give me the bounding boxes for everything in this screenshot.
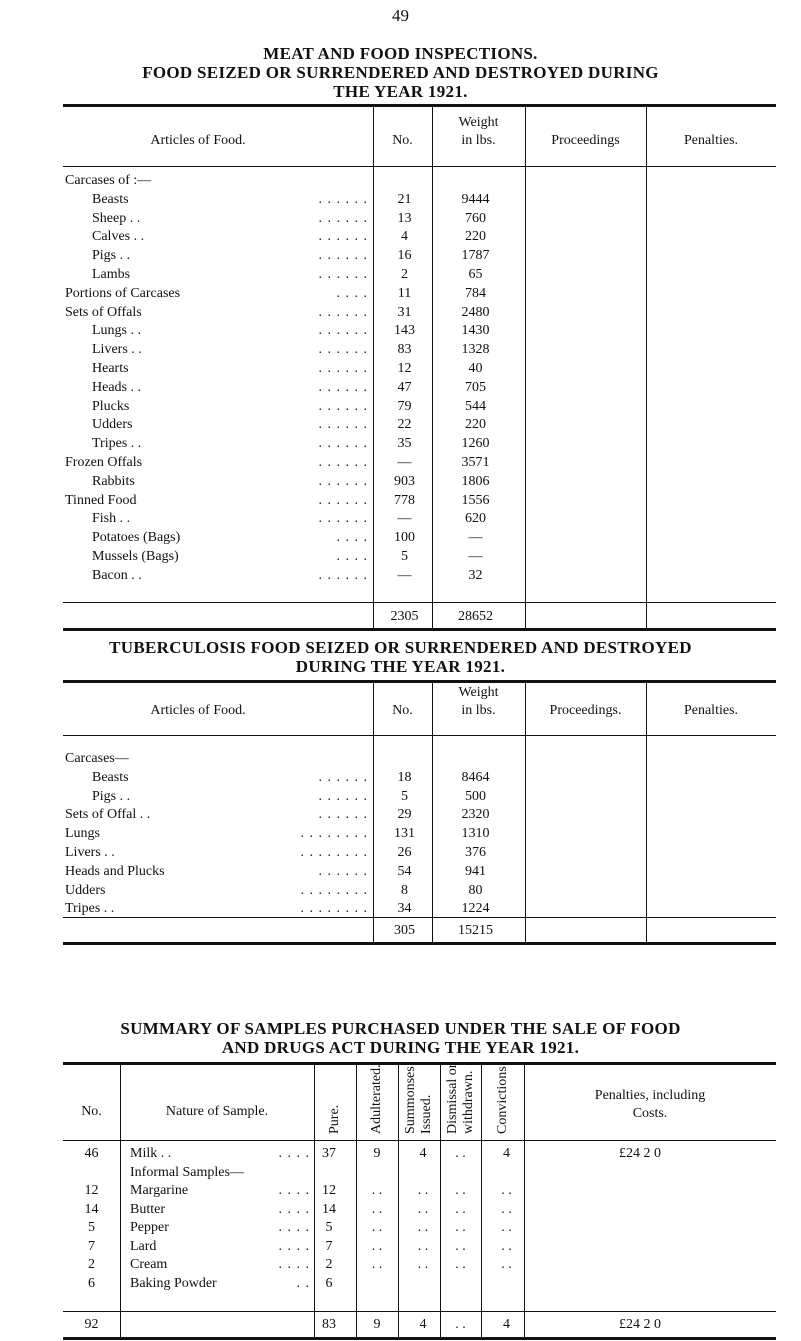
table3-row-convictions: . .: [501, 1201, 512, 1217]
table1-row-leader: . . . . . .: [318, 229, 368, 245]
table3-row-leader: . .: [296, 1275, 310, 1291]
table3-column-divider: [481, 1062, 482, 1337]
table1-row-label: Lungs . .: [92, 323, 141, 339]
table1-row-label: Rabbits: [92, 473, 135, 489]
table3-row-leader: . . . .: [278, 1146, 310, 1161]
section2-title-line2: DURING THE YEAR 1921.: [295, 657, 506, 676]
table2-row-no: 131: [394, 826, 415, 842]
table2-row-weight: 8464: [461, 769, 490, 785]
section1-title-line3: THE YEAR 1921.: [333, 82, 468, 101]
table3-total-pure: 83: [322, 1317, 336, 1332]
table1-row-weight: 1556: [461, 492, 490, 508]
section1-title-line2: FOOD SEIZED OR SURRENDERED AND DESTROYED DURING: [142, 63, 659, 82]
table1-total-no: 2305: [390, 608, 419, 624]
table3-row-dismissal: . .: [455, 1238, 466, 1254]
table1-row-no: 35: [397, 436, 412, 452]
table1-row-leader: . . . . . .: [318, 210, 368, 226]
table2-row-weight: 80: [468, 882, 483, 898]
table1-row-weight: 220: [465, 417, 486, 433]
table1-header-weight-unit: in lbs.: [461, 133, 496, 148]
table1-row-leader: . . . . . .: [318, 267, 368, 282]
table3-header-dismissal: withdrawn.: [460, 1070, 476, 1134]
table1-row-label: Beasts: [92, 191, 129, 207]
table1-column-divider: [525, 104, 526, 628]
table2-total-rule: [63, 917, 776, 918]
table3-row-leader: . . . .: [278, 1201, 310, 1217]
table1-row-weight: 1328: [461, 342, 490, 358]
table1-row-label: Lambs: [92, 267, 131, 282]
table3-row-summonses: . .: [417, 1201, 429, 1217]
table2-top-rule: [63, 680, 776, 683]
table3-total-penalties: £24 2 0: [619, 1317, 661, 1332]
table3-row-adulterated: . .: [371, 1183, 383, 1198]
table3-row-nature: Butter: [130, 1201, 165, 1217]
table3-row-nature: Cream: [130, 1257, 168, 1272]
table2-header-weight-unit: in lbs.: [461, 703, 496, 718]
table1-row-label: Portions of Carcases: [65, 285, 181, 301]
table1-row-label: Calves . .: [92, 229, 145, 245]
table2-row-no: 26: [397, 845, 412, 860]
table1-row-label: Tripes . .: [92, 436, 142, 452]
table1-row-leader: . . . . . .: [318, 398, 368, 414]
table3-row-no: 7: [88, 1238, 95, 1254]
table2-row-label: Tripes . .: [65, 901, 115, 917]
table2-row-label: Lungs: [65, 826, 100, 842]
table2-header-proceedings: Proceedings.: [549, 703, 622, 718]
table3-row-leader: . . . .: [278, 1220, 310, 1235]
table1-row-no: —: [397, 455, 412, 470]
table1-row-no: 83: [397, 342, 412, 358]
table3-row-leader: . . . .: [278, 1257, 310, 1272]
section3-title-line2: AND DRUGS ACT DURING THE YEAR 1921.: [221, 1038, 580, 1057]
table1-row-leader: . . . .: [336, 285, 368, 301]
table1-row-leader: . . . . . .: [318, 417, 368, 433]
table2-header-penalties: Penalties.: [683, 703, 739, 718]
table1-row-no: 31: [397, 304, 412, 320]
table3-row-summonses: . .: [417, 1183, 429, 1198]
table1-row-weight: 40: [468, 361, 483, 376]
table1-row-leader: . . . . . .: [318, 455, 368, 470]
table1-row-no: 12: [397, 361, 412, 376]
table2-column-divider: [525, 680, 526, 942]
table2-row-no: 34: [397, 901, 412, 917]
table1-row-weight: 1806: [461, 473, 490, 489]
table1-row-leader: . . . .: [336, 530, 368, 546]
table2-bottom-rule: [63, 942, 776, 945]
table3-header-rule: [63, 1140, 776, 1141]
table2-group-label: Carcases—: [65, 751, 129, 766]
table3-row-nature: Margarine: [130, 1183, 189, 1198]
table3-row-nature: Pepper: [130, 1220, 169, 1235]
section1-title-line1: MEAT AND FOOD INSPECTIONS.: [263, 44, 538, 63]
table1-header-weight: Weight: [458, 115, 499, 130]
table3-row-leader: . . . .: [278, 1183, 310, 1198]
table1-header-proceedings: Proceedings: [551, 133, 620, 148]
table1-row-label: Livers . .: [92, 342, 142, 358]
table1-total-weight: 28652: [458, 608, 493, 624]
table3-row-no: 6: [88, 1275, 95, 1291]
table1-row-no: 5: [401, 549, 408, 564]
table3-header-adulterated: Adulterated.: [369, 1064, 384, 1134]
table3-header-summonses: Summonses: [403, 1066, 418, 1134]
table2-row-leader: . . . . . . . .: [300, 845, 368, 860]
table2-row-label: Beasts: [92, 769, 129, 785]
table3-header-pure: Pure.: [327, 1104, 342, 1134]
table3-row-adulterated: . .: [371, 1201, 383, 1217]
table3-row-no: 2: [88, 1257, 95, 1272]
table2-row-label: Heads and Plucks: [65, 863, 165, 879]
table2-row-leader: . . . . . .: [318, 807, 368, 823]
table2-total-no: 305: [394, 923, 415, 939]
table1-row-no: —: [397, 511, 412, 527]
table3-row-pure: 14: [322, 1201, 336, 1217]
table1-row-no: 903: [394, 473, 415, 489]
table1-row-weight: 2480: [461, 304, 490, 320]
table1-top-rule: [63, 104, 776, 107]
table3-row-penalties: £24 2 0: [619, 1146, 661, 1161]
table3-row-nature: Baking Powder: [130, 1275, 217, 1291]
table1-row-weight: 9444: [461, 191, 490, 207]
table3-row-summonses: 4: [419, 1146, 427, 1161]
table1-row-no: 16: [397, 248, 412, 264]
table1-row-no: 13: [397, 210, 412, 226]
table1-row-no: 143: [394, 323, 415, 339]
table1-group-label: Carcases of :—: [65, 173, 152, 188]
table1-row-weight: —: [468, 549, 483, 564]
table1-row-no: 4: [401, 229, 408, 245]
table3-row-pure: 6: [325, 1275, 333, 1291]
table1-row-weight: 620: [465, 511, 486, 527]
table1-row-label: Sheep . .: [92, 210, 141, 226]
table1-row-leader: . . . .: [336, 549, 368, 564]
table1-row-label: Plucks: [92, 398, 130, 414]
table3-column-divider: [440, 1062, 441, 1337]
table3-row-adulterated: . .: [371, 1238, 383, 1254]
table3-row-no: 12: [84, 1183, 99, 1198]
table3-row-adulterated: 9: [373, 1146, 381, 1161]
table3-row-nature: Informal Samples—: [130, 1164, 244, 1180]
table3-header-dismissal: Dismissal or: [444, 1063, 460, 1134]
table1-bottom-rule: [63, 628, 776, 631]
table1-row-label: Hearts: [92, 361, 129, 376]
table1-row-weight: —: [468, 530, 483, 546]
table2-header-rule: [63, 735, 776, 736]
section1-title: [0, 44, 801, 101]
table1-row-label: Pigs . .: [92, 248, 131, 264]
table3-bottom-rule: [63, 1337, 776, 1340]
table2-row-leader: . . . . . .: [318, 769, 368, 785]
table3-row-nature: Lard: [130, 1238, 157, 1254]
table1-row-label: Udders: [92, 417, 133, 433]
section3-title-line1: SUMMARY OF SAMPLES PURCHASED UNDER THE SALE OF FOOD: [120, 1019, 681, 1038]
table1-row-no: 79: [397, 398, 412, 414]
table3-row-convictions: . .: [501, 1257, 512, 1272]
table2-row-no: 5: [401, 788, 408, 804]
table1-row-no: 11: [397, 285, 412, 301]
table3-column-divider: [356, 1062, 357, 1337]
table2-row-no: 54: [397, 863, 412, 879]
table3-row-convictions: . .: [501, 1183, 512, 1198]
table3-header-summonses: Issued.: [419, 1094, 434, 1134]
table1-row-no: 21: [397, 191, 412, 207]
table3-header-penalties-costs: Costs.: [632, 1106, 668, 1121]
table1-row-leader: . . . . . .: [318, 473, 368, 489]
section2-title-line1: TUBERCULOSIS FOOD SEIZED OR SURRENDERED AND DESTROYED: [109, 638, 692, 657]
table2-row-leader: . . . . . .: [318, 788, 368, 804]
table2-row-no: 29: [397, 807, 412, 823]
table2-header-weight: Weight: [458, 685, 499, 700]
table2-row-leader: . . . . . . . .: [300, 901, 368, 917]
table2-header-articles: Articles of Food.: [150, 703, 246, 718]
table2-row-leader: . . . . . .: [318, 863, 368, 879]
table1-row-no: 47: [397, 379, 412, 395]
table2-row-label: Livers . .: [65, 845, 115, 860]
table1-row-weight: 1787: [461, 248, 490, 264]
table3-row-pure: 5: [325, 1220, 333, 1235]
table1-column-divider: [646, 104, 647, 628]
table3-total-no: 92: [84, 1317, 99, 1332]
table1-row-label: Fish . .: [92, 511, 131, 527]
table1-row-weight: 1430: [461, 323, 490, 339]
table1-row-weight: 65: [468, 267, 483, 282]
table1-row-leader: . . . . . .: [318, 436, 368, 452]
table3-row-adulterated: . .: [371, 1220, 383, 1235]
table1-row-leader: . . . . . .: [318, 511, 368, 527]
table1-header-rule: [63, 166, 776, 167]
table2-row-weight: 1310: [461, 826, 490, 842]
table1-row-label: Tinned Food: [65, 492, 137, 508]
table1-total-rule: [63, 602, 776, 603]
table1-row-label: Bacon . .: [92, 567, 142, 583]
table3-row-dismissal: . .: [455, 1201, 466, 1217]
table3-row-no: 14: [84, 1201, 99, 1217]
table1-row-weight: 32: [468, 567, 483, 583]
table3-header-penalties: Penalties, including: [594, 1088, 706, 1103]
table1-row-leader: . . . . . .: [318, 323, 368, 339]
table1-row-no: 22: [397, 417, 412, 433]
table1-row-leader: . . . . . .: [318, 492, 368, 508]
table2-header-no: No.: [392, 703, 413, 718]
table1-row-no: —: [397, 567, 412, 583]
table2-row-weight: 1224: [461, 901, 490, 917]
table2-column-divider: [646, 680, 647, 942]
table1-row-leader: . . . . . .: [318, 191, 368, 207]
table2-row-weight: 500: [465, 788, 486, 804]
table1-row-leader: . . . . . .: [318, 567, 368, 583]
table1-row-weight: 544: [465, 398, 486, 414]
table3-column-divider: [398, 1062, 399, 1337]
table3-total-dismissal: . .: [455, 1317, 466, 1332]
table2-row-no: 8: [401, 882, 408, 898]
table3-row-summonses: . .: [417, 1220, 429, 1235]
section3-title: [0, 1019, 801, 1057]
table2-row-leader: . . . . . . . .: [300, 882, 368, 898]
table3-total-convictions: 4: [503, 1317, 510, 1332]
table3-row-convictions: . .: [501, 1220, 512, 1235]
table3-column-divider: [314, 1062, 315, 1337]
table2-row-no: 18: [397, 769, 412, 785]
table1-row-leader: . . . . . .: [318, 361, 368, 376]
table1-header-no: No.: [392, 133, 413, 148]
table3-row-pure: 7: [325, 1238, 333, 1254]
table1-row-weight: 1260: [461, 436, 490, 452]
table3-total-summonses: 4: [419, 1317, 427, 1332]
table3-row-dismissal: . .: [455, 1183, 466, 1198]
table3-row-summonses: . .: [417, 1257, 429, 1272]
table3-row-convictions: 4: [503, 1146, 510, 1161]
table1-row-weight: 220: [465, 229, 486, 245]
table1-row-weight: 3571: [461, 455, 490, 470]
table1-row-weight: 784: [465, 285, 486, 301]
table3-row-pure: 12: [322, 1183, 336, 1198]
table1-row-no: 100: [394, 530, 415, 546]
table3-column-divider: [524, 1062, 525, 1337]
table1-header-articles: Articles of Food.: [150, 133, 246, 148]
table3-row-summonses: . .: [417, 1238, 429, 1254]
table3-row-leader: . . . .: [278, 1238, 310, 1254]
table1-row-leader: . . . . . .: [318, 304, 368, 320]
table1-row-leader: . . . . . .: [318, 342, 368, 358]
table1-row-leader: . . . . . .: [318, 379, 368, 395]
table2-total-weight: 15215: [458, 923, 493, 939]
table1-header-penalties: Penalties.: [683, 133, 739, 148]
table2-row-label: Udders: [65, 882, 106, 898]
table3-row-dismissal: . .: [455, 1220, 466, 1235]
table1-row-weight: 705: [465, 379, 486, 395]
table1-row-label: Potatoes (Bags): [92, 530, 181, 546]
table3-total-rule: [63, 1311, 776, 1312]
table3-row-adulterated: . .: [371, 1257, 383, 1272]
table3-row-no: 46: [84, 1146, 99, 1161]
table1-row-weight: 760: [465, 210, 486, 226]
table1-row-label: Frozen Offals: [65, 455, 143, 470]
table3-total-adulterated: 9: [373, 1317, 381, 1332]
table1-row-label: Sets of Offals: [65, 304, 142, 320]
section2-title: [0, 638, 801, 676]
page-number: 49: [392, 6, 409, 25]
table3-row-convictions: . .: [501, 1238, 512, 1254]
table1-row-label: Heads . .: [92, 379, 141, 395]
table2-row-weight: 941: [465, 863, 486, 879]
table3-header-no: No.: [81, 1104, 102, 1119]
table2-row-weight: 376: [465, 845, 486, 860]
table2-row-label: Sets of Offal . .: [65, 807, 151, 823]
table3-row-dismissal: . .: [455, 1146, 466, 1161]
table3-header-convictions: Convictions: [494, 1066, 510, 1134]
table2-row-weight: 2320: [461, 807, 490, 823]
table3-row-pure: 37: [322, 1146, 336, 1161]
table3-column-divider: [120, 1062, 121, 1337]
table1-row-no: 778: [394, 492, 415, 508]
table3-header-nature: Nature of Sample.: [165, 1104, 269, 1119]
table3-row-pure: 2: [325, 1257, 333, 1272]
table1-row-no: 2: [401, 267, 408, 282]
table2-row-label: Pigs . .: [92, 788, 131, 804]
table1-row-leader: . . . . . .: [318, 248, 368, 264]
table1-row-label: Mussels (Bags): [92, 549, 179, 564]
table2-row-leader: . . . . . . . .: [300, 826, 368, 842]
table3-row-dismissal: . .: [455, 1257, 466, 1272]
table3-row-nature: Milk . .: [130, 1146, 172, 1161]
table3-row-no: 5: [88, 1220, 95, 1235]
